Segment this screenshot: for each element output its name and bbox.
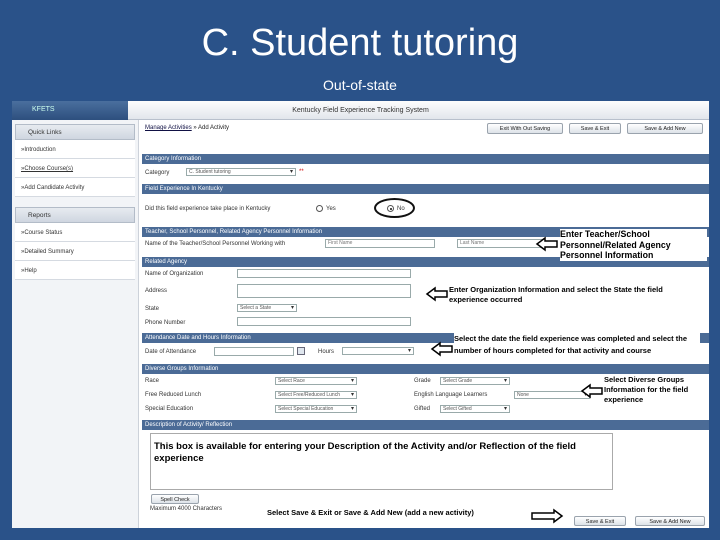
- annotation-teacher: Enter Teacher/School Personnel/Related Agency Personnel Information: [560, 229, 707, 261]
- date-label: Date of Attendance: [145, 349, 197, 355]
- phone-label: Phone Number: [145, 320, 186, 326]
- slide-title: C. Student tutoring: [201, 22, 519, 64]
- activity-form: [142, 120, 709, 528]
- sidebar-item-choose-courses[interactable]: »Choose Course(s): [15, 159, 135, 178]
- reports-header: Reports: [15, 207, 135, 223]
- arrow-organization-icon: [425, 286, 449, 302]
- date-input[interactable]: [214, 347, 294, 356]
- kentucky-yes-label: Yes: [326, 206, 336, 212]
- address-input[interactable]: [237, 284, 411, 298]
- breadcrumb-manage-activities[interactable]: Manage Activities: [145, 125, 192, 131]
- category-label: Category: [145, 170, 170, 176]
- agency-section-header: Related Agency: [142, 257, 709, 267]
- app-screenshot: [12, 101, 709, 528]
- teacher-first-name-input[interactable]: First Name: [325, 239, 435, 248]
- spell-check-button[interactable]: Spell Check: [151, 494, 199, 504]
- category-select[interactable]: C. Student tutoring ▾: [186, 168, 296, 176]
- teacher-label: Name of the Teacher/School Personnel Working with: [145, 241, 286, 247]
- bottom-save-exit-button[interactable]: Save & Exit: [574, 516, 626, 526]
- grade-select[interactable]: Select Grade ▾: [440, 377, 510, 385]
- annotation-diverse: Select Diverse Groups Information for the field experience: [604, 375, 704, 404]
- exit-without-saving-button[interactable]: Exit With Out Saving: [487, 123, 563, 134]
- teacher-last-name-input[interactable]: Last Name: [457, 239, 545, 248]
- sidebar-item-add-activity[interactable]: »Add Candidate Activity: [15, 178, 135, 197]
- sidebar-item-introduction[interactable]: »Introduction: [15, 140, 135, 159]
- description-placeholder: This box is available for entering your Description of the Activity and/or Reflection of the field experience: [154, 441, 576, 465]
- save-add-new-button[interactable]: Save & Add New: [627, 123, 703, 134]
- race-select[interactable]: Select Race ▾: [275, 377, 357, 385]
- category-section-header: Category Information: [142, 154, 709, 164]
- gifted-label: Gifted: [414, 406, 431, 412]
- annotation-organization: Enter Organization Information and select the State the field experience occurred: [449, 285, 699, 305]
- race-label: Race: [145, 378, 160, 384]
- hours-select[interactable]: [342, 347, 414, 355]
- kentucky-no-radio[interactable]: [387, 205, 394, 212]
- ell-select[interactable]: None ▾: [514, 391, 590, 399]
- description-section-header: Description of Activity/ Reflection: [142, 420, 709, 430]
- ell-label: English Language Learners: [414, 392, 488, 398]
- teacher-section-header: Teacher, School Personnel, Related Agency Personnel Information: [142, 227, 709, 237]
- annotation-save: Select Save & Exit or Save & Add New (add a new activity): [267, 508, 474, 517]
- gifted-select[interactable]: Select Gifted ▾: [440, 405, 510, 413]
- lunch-label: Free Reduced Lunch: [145, 392, 202, 398]
- address-label: Address: [145, 288, 168, 294]
- diverse-section-header: Diverse Groups Information: [142, 364, 709, 374]
- attendance-section-header: Attendance Date and Hours Information: [142, 333, 709, 343]
- kentucky-yes-radio[interactable]: [316, 205, 323, 212]
- calendar-icon[interactable]: [297, 347, 305, 355]
- organization-label: Name of Organization: [145, 271, 204, 277]
- bottom-save-add-new-button[interactable]: Save & Add New: [635, 516, 705, 526]
- kentucky-section-header: Field Experience In Kentucky: [142, 184, 709, 194]
- sidebar-item-help[interactable]: »Help: [15, 261, 135, 280]
- arrow-save-icon: [530, 508, 564, 524]
- special-ed-label: Special Education: [145, 406, 194, 412]
- app-title: Kentucky Field Experience Tracking System: [292, 107, 429, 114]
- breadcrumb: [145, 125, 229, 131]
- quick-links-header: Quick Links: [15, 124, 135, 140]
- app-logo: KFETS: [12, 101, 128, 120]
- lunch-select[interactable]: Select Free/Reduced Lunch ▾: [275, 391, 357, 399]
- special-ed-select[interactable]: Select Special Education ▾: [275, 405, 357, 413]
- required-marker: **: [299, 169, 304, 175]
- breadcrumb-current: » Add Activity: [193, 125, 230, 131]
- kentucky-no-label: No: [397, 206, 405, 212]
- sidebar-item-course-status[interactable]: »Course Status: [15, 223, 135, 242]
- organization-input[interactable]: [237, 269, 411, 278]
- grade-label: Grade: [414, 378, 431, 384]
- app-header: [12, 101, 709, 120]
- arrow-diverse-icon: [580, 383, 604, 399]
- arrow-date-icon: [430, 341, 454, 357]
- state-label: State: [145, 306, 160, 312]
- slide-subtitle: Out-of-state: [323, 77, 397, 93]
- sidebar-item-detailed-summary[interactable]: »Detailed Summary: [15, 242, 135, 261]
- kentucky-question: Did this field experience take place in Kentucky: [145, 206, 271, 212]
- annotation-date: Select the date the field experience was completed and select the number of hours completed for that activity and course: [454, 333, 700, 356]
- highlight-ellipse: [374, 198, 415, 218]
- sidebar: [12, 120, 139, 528]
- max-characters-note: Maximum 4000 Characters: [150, 506, 223, 512]
- arrow-teacher-icon: [535, 236, 559, 252]
- hours-label: Hours: [318, 349, 335, 355]
- save-exit-button[interactable]: Save & Exit: [569, 123, 621, 134]
- phone-input[interactable]: [237, 317, 411, 326]
- state-select[interactable]: Select a State ▾: [237, 304, 297, 312]
